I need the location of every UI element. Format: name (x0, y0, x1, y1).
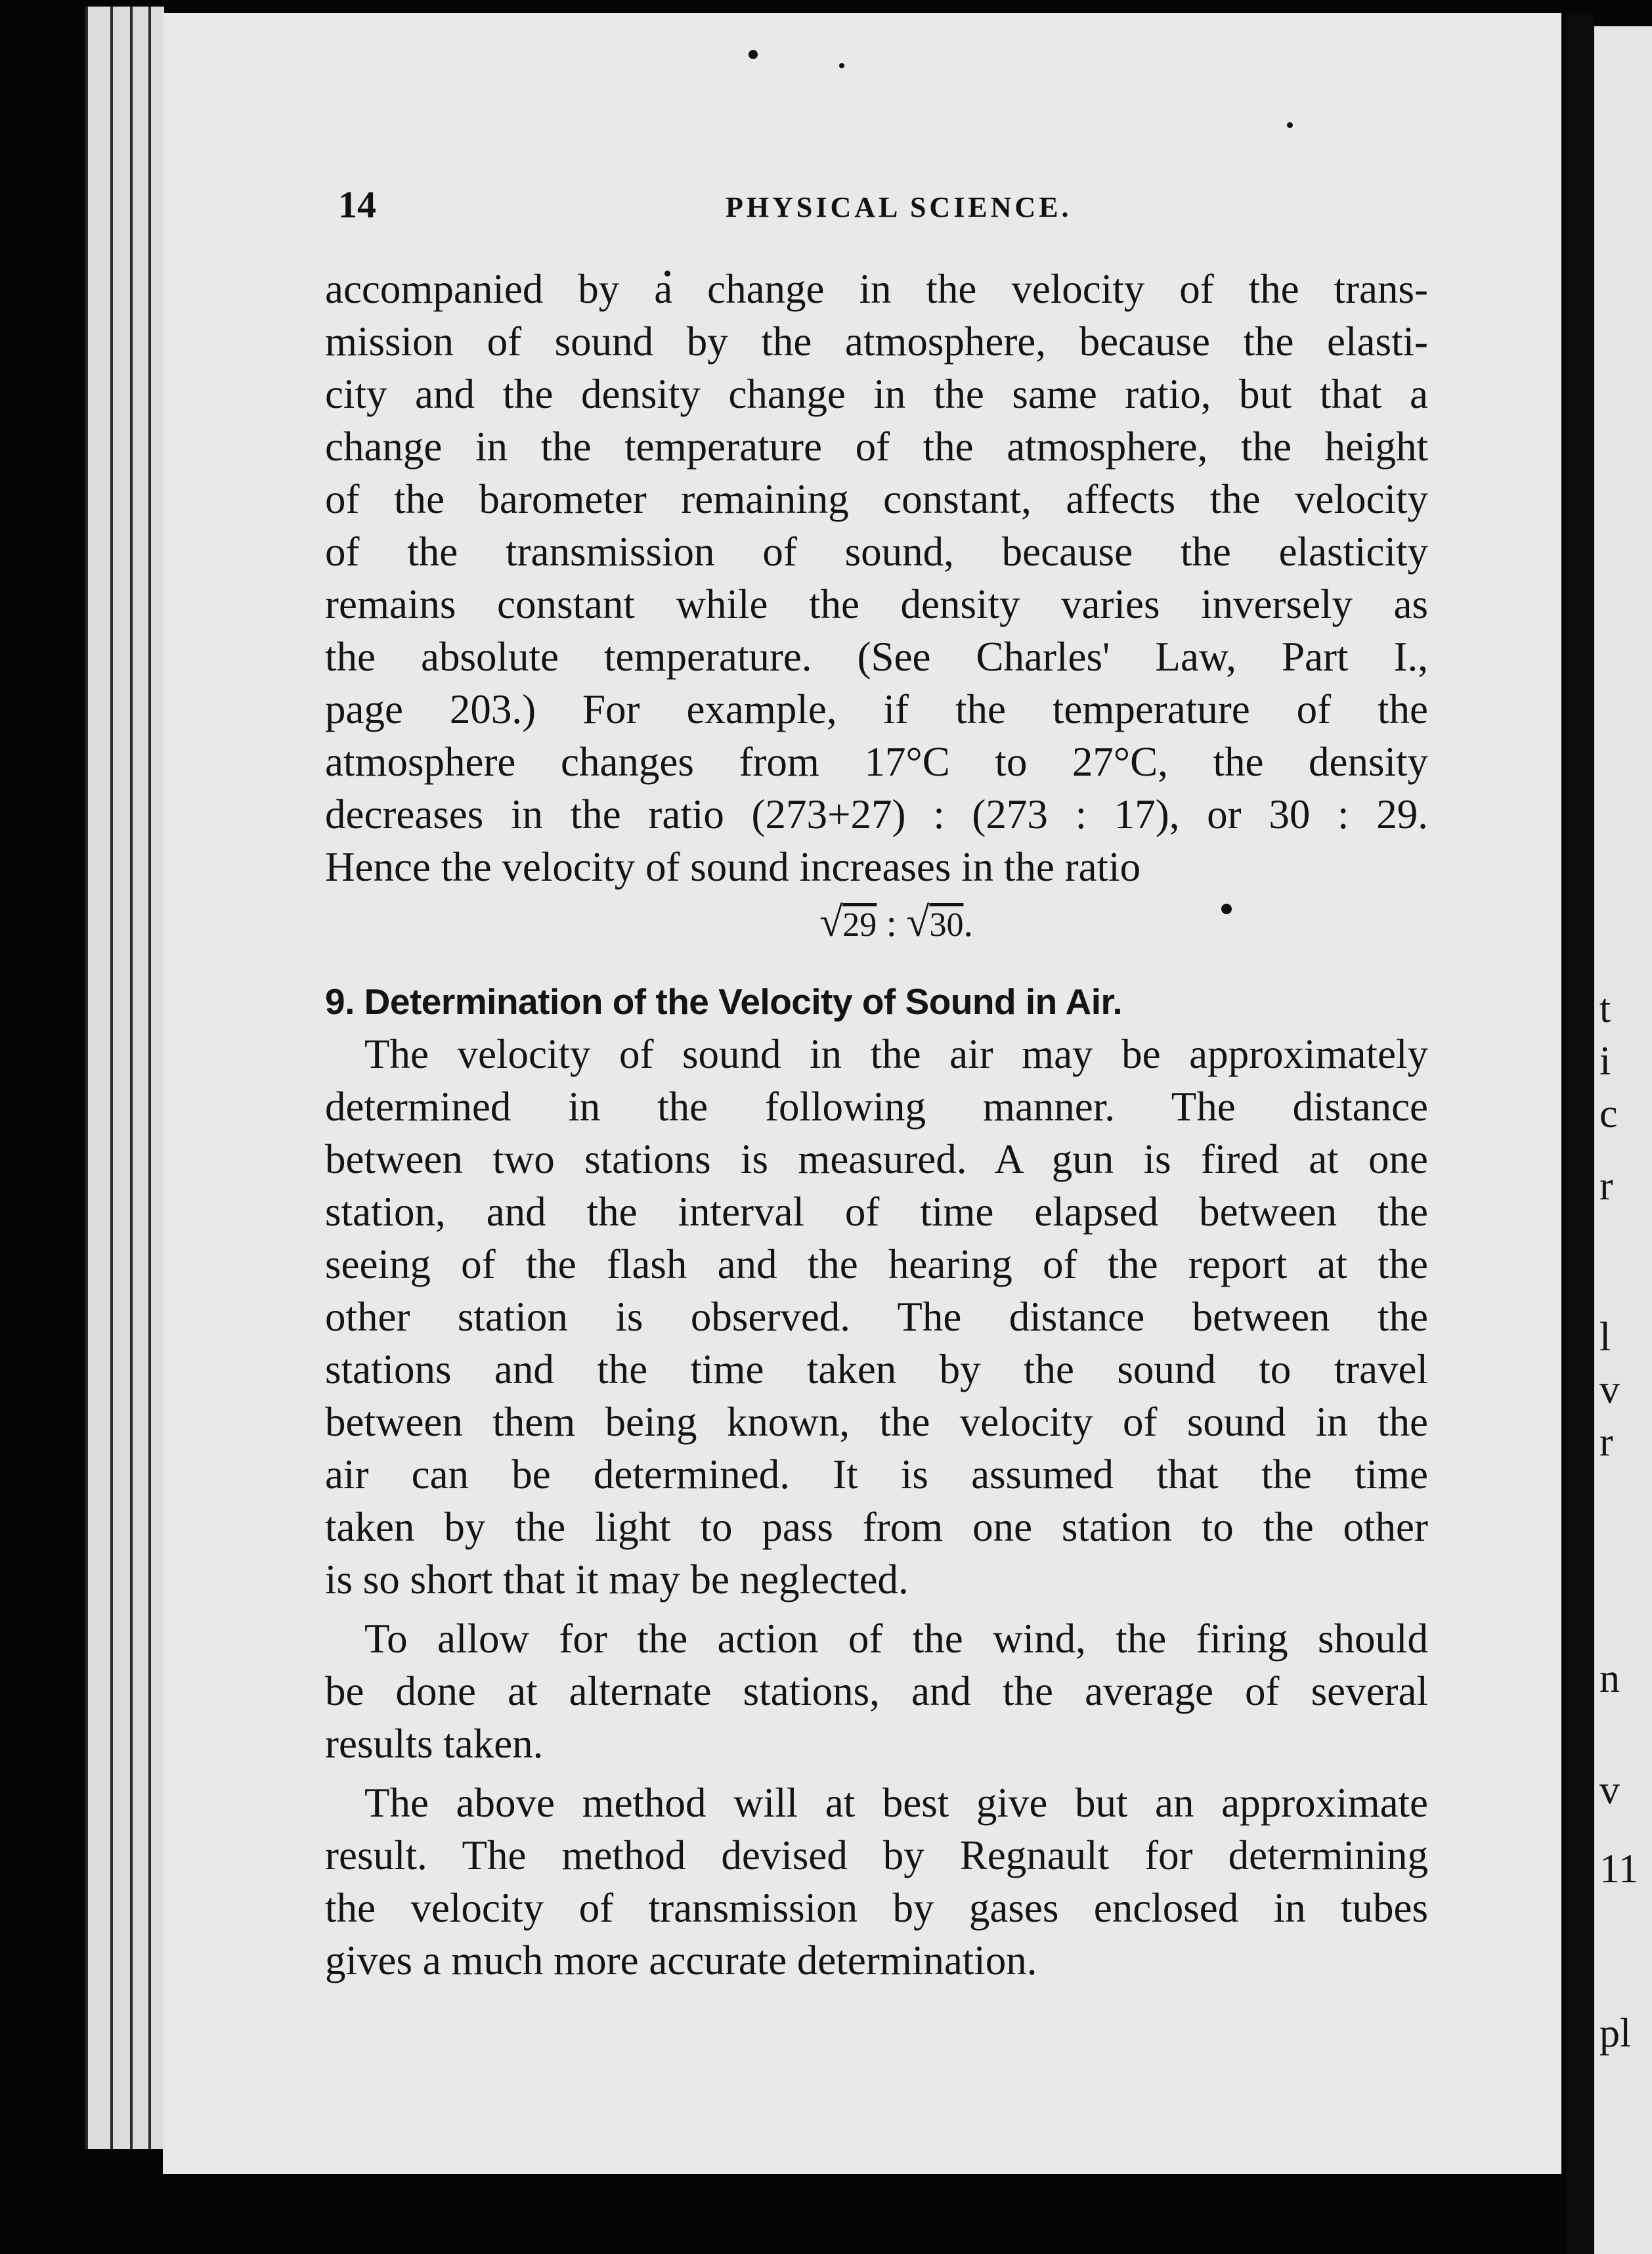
facing-page-fragment: v (1599, 1367, 1620, 1412)
radical-sign: √ (819, 898, 843, 945)
facing-page-fragment: pl (1599, 2011, 1632, 2056)
text-line: results taken. (325, 1721, 544, 1767)
facing-page-fragment: l (1599, 1315, 1611, 1359)
gutter-shadow (1566, 13, 1594, 2254)
text-line: The velocity of sound in the air may be approximately (364, 1031, 1428, 1077)
running-title: PHYSICAL SCIENCE. (726, 191, 1072, 223)
facing-page-fragment: v (1599, 1768, 1620, 1813)
facing-page-fragment: n (1599, 1656, 1620, 1701)
text-line: stations and the time taken by the sound to travel (325, 1346, 1428, 1392)
text-line: station, and the interval of time elapsed between the (325, 1189, 1428, 1235)
text-line: of the transmission of sound, because the elasticity (325, 529, 1428, 575)
text-line: seeing of the flash and the hearing of the report at the (325, 1241, 1428, 1287)
text-line: The above method will at best give but an approximate (364, 1780, 1428, 1826)
radicand: 30 (929, 906, 964, 944)
facing-page-fragment: i (1599, 1039, 1611, 1084)
page-edge (148, 7, 164, 2149)
text-line: To allow for the action of the wind, the firing should (364, 1616, 1428, 1662)
page-body (325, 263, 1428, 1987)
page-number: 14 (338, 183, 376, 226)
facing-page-fragment: t (1599, 986, 1611, 1031)
text-line: gives a much more accurate determination. (325, 1937, 1037, 1983)
text-line: is so short that it may be neglected. (325, 1557, 909, 1602)
text-line: Hence the velocity of sound increases in the ratio (325, 844, 1141, 890)
facing-page-fragment: 11 (1599, 1847, 1639, 1891)
text-line: page 203.) For example, if the temperature of the (325, 686, 1428, 732)
ratio-separator: : (877, 902, 907, 944)
text-line: other station is observed. The distance between the (325, 1294, 1428, 1340)
running-head (338, 183, 1402, 229)
scan-speck (749, 50, 758, 59)
text-line: remains constant while the density varies inversely as (325, 581, 1428, 627)
page-edge (130, 7, 150, 2149)
paragraph (325, 263, 1428, 893)
text-line: the absolute temperature. (See Charles' Law, Part I., (325, 634, 1428, 680)
scan-speck (839, 63, 844, 68)
ratio-formula (325, 896, 1428, 952)
page-edge (110, 7, 131, 2149)
facing-page-fragment: r (1599, 1420, 1613, 1465)
scan-speck (1287, 122, 1293, 128)
paragraph-gap (325, 1606, 1428, 1612)
text-line: of the barometer remaining constant, affects the velocity (325, 476, 1428, 522)
text-line: result. The method devised by Regnault for determining (325, 1832, 1428, 1878)
formula-end: . (963, 902, 973, 944)
radicand: 29 (842, 906, 877, 944)
text-line: change in the temperature of the atmosphere, the height (325, 424, 1428, 470)
text-line: mission of sound by the atmosphere, because the elasti- (325, 319, 1428, 365)
paragraph (325, 1777, 1428, 1987)
facing-page (1594, 26, 1652, 2254)
text-line: between them being known, the velocity of sound in the (325, 1399, 1428, 1445)
facing-page-fragment: c (1599, 1092, 1618, 1136)
radical-sign: √ (906, 898, 930, 945)
text-line: be done at alternate stations, and the average of several (325, 1668, 1428, 1714)
text-line: accompanied by a change in the velocity of the trans- (325, 266, 1428, 312)
text-line: city and the density change in the same ratio, but that a (325, 371, 1428, 417)
text-line: taken by the light to pass from one station to the other (325, 1504, 1428, 1550)
section-heading: 9. Determination of the Velocity of Sound in Air. (325, 981, 1123, 1022)
text-line: atmosphere changes from 17°C to 27°C, the density (325, 739, 1428, 785)
text-line: the velocity of transmission by gases enclosed in tubes (325, 1885, 1428, 1931)
facing-page-fragment: r (1599, 1164, 1613, 1208)
paragraph (325, 1028, 1428, 1606)
text-line: decreases in the ratio (273+27) : (273 : 17), or 30 : 29. (325, 791, 1428, 837)
paragraph-gap (325, 1770, 1428, 1777)
paragraph (325, 1612, 1428, 1770)
text-line: determined in the following manner. The distance (325, 1084, 1428, 1130)
text-line: air can be determined. It is assumed that the time (325, 1451, 1428, 1497)
page-edge (85, 7, 112, 2149)
text-line: between two stations is measured. A gun is fired at one (325, 1136, 1428, 1182)
